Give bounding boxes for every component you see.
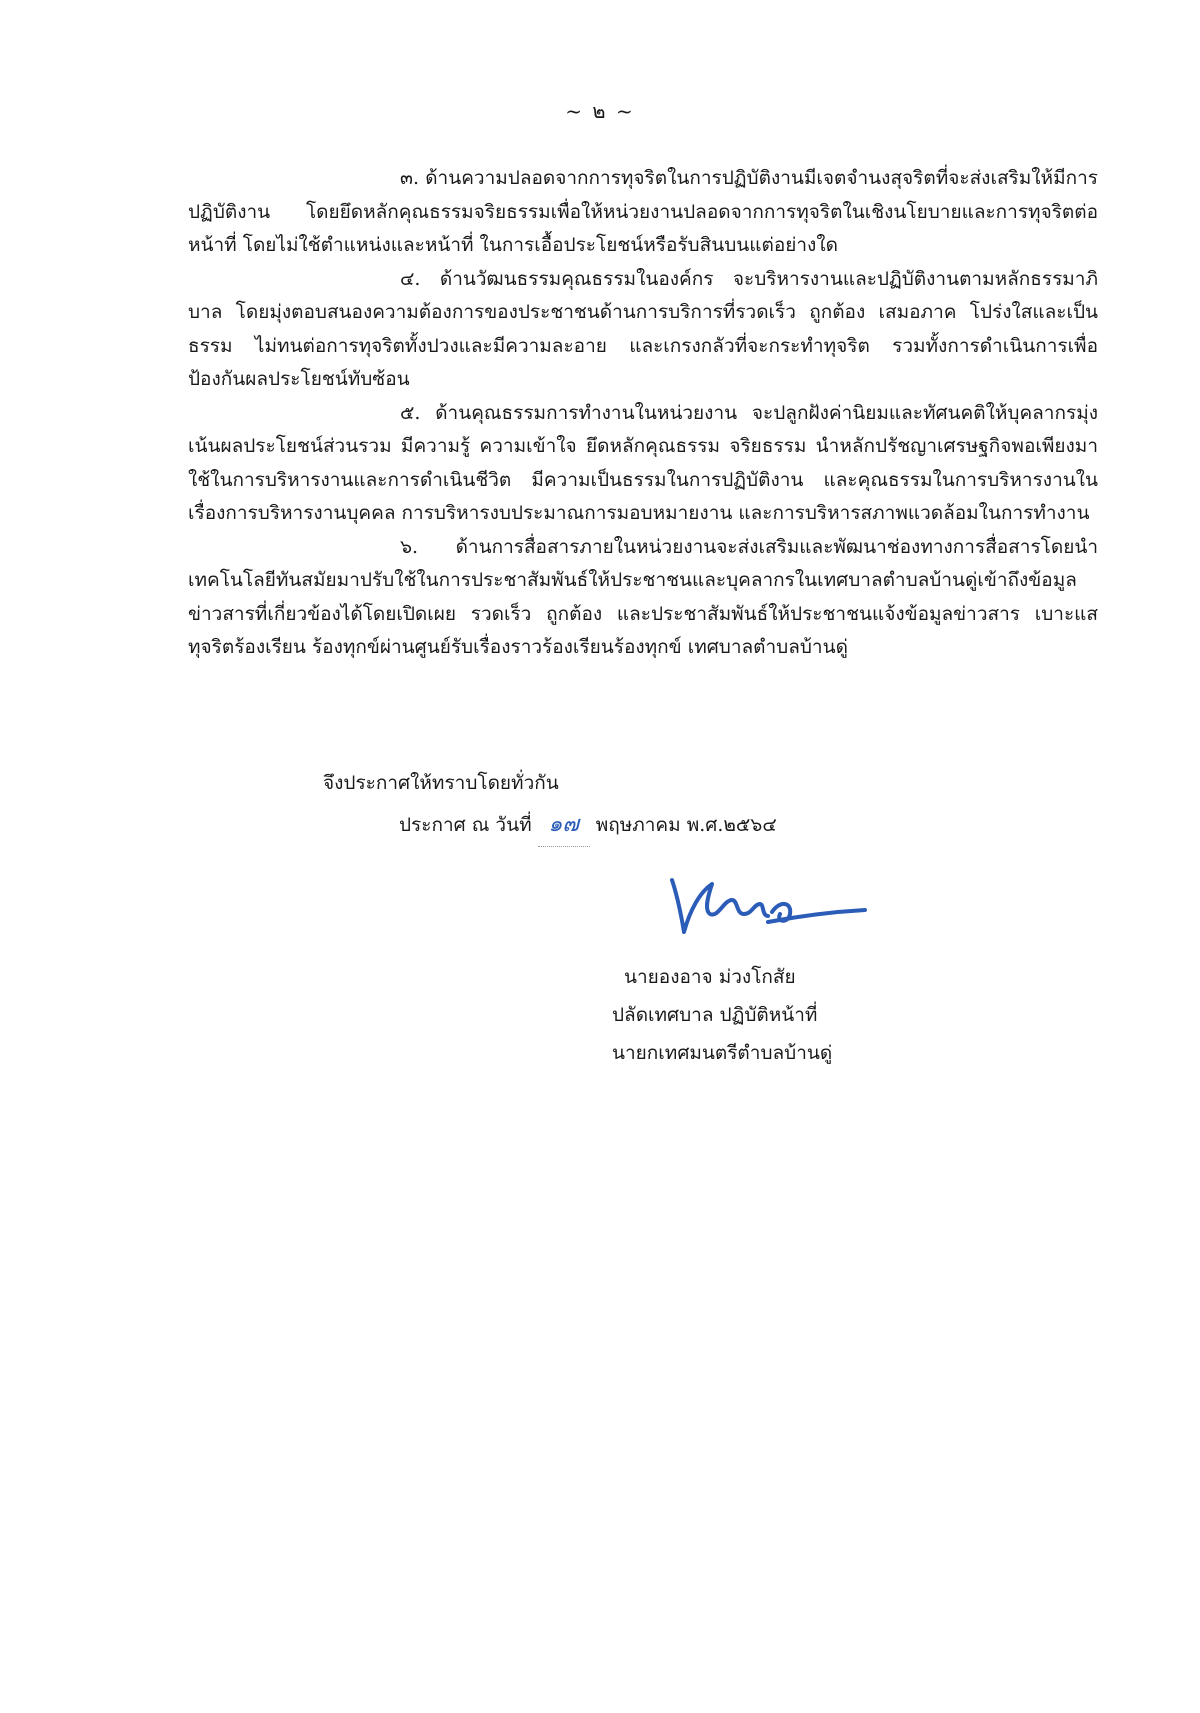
paragraph-item-6: ๖. ด้านการสื่อสารภายในหน่วยงานจะส่งเสริมและพัฒนาช่องทางการสื่อสารโดยนำเทคโนโลยีทันสมัยมาปรับใช้ในการประชาสัมพันธ์ให้ประชาชนและบุคลากรในเทศบาลตำบลบ้านดู่เข้าถึงข้อมูลข่าวสารที่เกี่ยวข้องได้โดยเปิดเผย รวดเร็ว ถูกต้อง และประชาสัมพันธ์ให้ประชาชนแจ้งข้อมูลข่าวสาร เบาะแสทุจริตร้องเรียน ร้องทุกข์ผ่านศูนย์รับเรื่องราวร้องเรียนร้องทุกข์ เทศบาลตำบลบ้านดู่ (188, 535, 1098, 658)
document-body (188, 162, 1098, 665)
date-prefix: ประกาศ ณ วันที่ (399, 814, 532, 836)
date-line (399, 804, 777, 847)
signer-name: นายองอาจ ม่วงโกสัย (624, 966, 796, 988)
signature-image (660, 870, 870, 950)
handwritten-date-day: ๑๗ (538, 804, 590, 847)
closing-block (323, 762, 777, 847)
announcement-line: จึงประกาศให้ทราบโดยทั่วกัน (323, 772, 559, 794)
page-number: ~ ๒ ~ (565, 99, 635, 123)
signer-position: ปลัดเทศบาล ปฏิบัติหน้าที่ (612, 1004, 818, 1026)
paragraph-item-3: ๓. ด้านความปลอดจากการทุจริตในการปฏิบัติงานมีเจตจำนงสุจริตที่จะส่งเสริมให้มีการปฏิบัติงาน โดยยึดหลักคุณธรรมจริยธรรมเพื่อให้หน่วยงานปลอดจากการทุจริตในเชิงนโยบายและการทุจริตต่อหน้าที่ โดยไม่ใช้ตำแหน่งและหน้าที่ ในการเอื้อประโยชน์หรือรับสินบนแต่อย่างใด (188, 167, 1098, 256)
signer-block (612, 958, 832, 1072)
paragraph-item-5: ๕. ด้านคุณธรรมการทำงานในหน่วยงาน จะปลูกฝังค่านิยมและทัศนคติให้บุคลากรมุ่งเน้นผลประโยชน์ส่วนรวม มีความรู้ ความเข้าใจ ยึดหลักคุณธรรม จริยธรรม นำหลักปรัชญาเศรษฐกิจพอเพียงมาใช้ในการบริหารงานและการดำเนินชีวิต มีความเป็นธรรมในการปฏิบัติงาน และคุณธรรมในการบริหารงานในเรื่องการบริหารงานบุคคล การบริหารงบประมาณการมอบหมายงาน และการบริหารสภาพแวดล้อมในการทำงาน (188, 401, 1098, 524)
paragraph-item-4: ๔. ด้านวัฒนธรรมคุณธรรมในองค์กร จะบริหารงานและปฏิบัติงานตามหลักธรรมาภิบาล โดยมุ่งตอบสนองความต้องการของประชาชนด้านการบริการที่รวดเร็ว ถูกต้อง เสมอภาค โปร่งใสและเป็นธรรม ไม่ทนต่อการทุจริตทั้งปวงและมีความละอาย และเกรงกลัวที่จะกระทำทุจริต รวมทั้งการดำเนินการเพื่อป้องกันผลประโยชน์ทับซ้อน (188, 267, 1098, 390)
date-suffix: พฤษภาคม พ.ศ.๒๕๖๔ (595, 814, 777, 836)
signer-position-title: นายกเทศมนตรีตำบลบ้านดู่ (612, 1042, 833, 1064)
